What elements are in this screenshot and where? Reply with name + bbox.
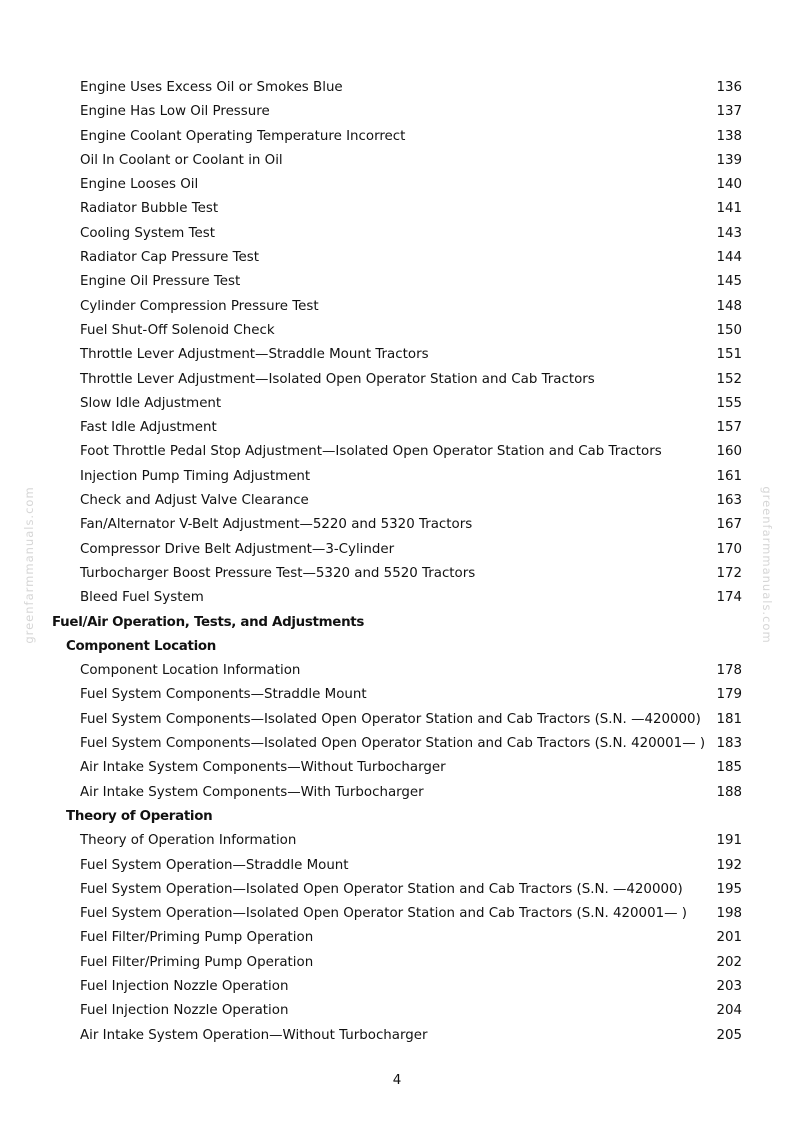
toc-entry-title: Foot Throttle Pedal Stop Adjustment—Isolated Open Operator Station and Cab Tractors <box>80 444 662 460</box>
toc-entry[interactable] <box>0 829 794 853</box>
toc-entry[interactable] <box>0 683 794 707</box>
toc-entry-page-number: 152 <box>716 371 742 387</box>
toc-entry-title: Throttle Lever Adjustment—Straddle Mount Tractors <box>80 347 429 363</box>
toc-entry[interactable] <box>0 951 794 975</box>
toc-entry-page-number: 174 <box>716 590 742 606</box>
toc-entry-page-number: 181 <box>716 711 742 727</box>
toc-entry-title: Radiator Cap Pressure Test <box>80 250 259 266</box>
toc-entry-page-number: 137 <box>716 104 742 120</box>
toc-entry[interactable] <box>0 440 794 464</box>
toc-entry[interactable] <box>0 538 794 562</box>
toc-entry-page-number: 150 <box>716 322 742 338</box>
toc-entry[interactable] <box>0 926 794 950</box>
toc-entry-title: Cylinder Compression Pressure Test <box>80 298 319 314</box>
toc-entry[interactable] <box>0 197 794 221</box>
toc-entry-title: Cooling System Test <box>80 225 215 241</box>
toc-entry-page-number: 192 <box>716 857 742 873</box>
toc-entry-page-number: 139 <box>716 152 742 168</box>
toc-subsection-heading <box>0 635 794 659</box>
toc-entry[interactable] <box>0 416 794 440</box>
toc-entry-title: Fuel Injection Nozzle Operation <box>80 978 289 994</box>
table-of-contents <box>0 76 794 1048</box>
toc-entry[interactable] <box>0 513 794 537</box>
watermark-left: greenfarmmanuals.com <box>22 486 36 644</box>
toc-entry-page-number: 172 <box>716 565 742 581</box>
toc-entry[interactable] <box>0 343 794 367</box>
toc-entry-title: Engine Has Low Oil Pressure <box>80 104 270 120</box>
toc-entry[interactable] <box>0 295 794 319</box>
toc-entry[interactable] <box>0 781 794 805</box>
toc-entry-page-number: 144 <box>716 250 742 266</box>
toc-entry-title: Engine Coolant Operating Temperature Incorrect <box>80 128 406 144</box>
toc-entry[interactable] <box>0 76 794 100</box>
toc-entry-title: Oil In Coolant or Coolant in Oil <box>80 152 283 168</box>
toc-entry-page-number: 198 <box>716 906 742 922</box>
toc-entry[interactable] <box>0 659 794 683</box>
toc-entry[interactable] <box>0 465 794 489</box>
toc-entry[interactable] <box>0 100 794 124</box>
toc-entry-title: Fuel System Operation—Isolated Open Operator Station and Cab Tractors (S.N. 420001— ) <box>80 906 687 922</box>
toc-entry-title: Fuel Shut-Off Solenoid Check <box>80 322 275 338</box>
toc-entry-page-number: 160 <box>716 444 742 460</box>
toc-entry-page-number: 141 <box>716 201 742 217</box>
toc-entry-title: Bleed Fuel System <box>80 590 204 606</box>
toc-subsection-heading <box>0 805 794 829</box>
toc-entry-page-number: 167 <box>716 517 742 533</box>
toc-entry[interactable] <box>0 999 794 1023</box>
toc-entry[interactable] <box>0 732 794 756</box>
toc-entry-title: Fuel Filter/Priming Pump Operation <box>80 954 314 970</box>
page-number: 4 <box>392 1073 402 1088</box>
toc-entry-page-number: 140 <box>716 177 742 193</box>
toc-entry[interactable] <box>0 392 794 416</box>
toc-entry-title: Fuel/Air Operation, Tests, and Adjustments <box>52 614 365 630</box>
toc-entry-title: Theory of Operation <box>66 808 213 824</box>
toc-entry-page-number: 179 <box>716 687 742 703</box>
toc-entry-page-number: 191 <box>716 833 742 849</box>
toc-entry[interactable] <box>0 562 794 586</box>
toc-entry[interactable] <box>0 222 794 246</box>
toc-entry-title: Check and Adjust Valve Clearance <box>80 493 309 509</box>
toc-entry[interactable] <box>0 149 794 173</box>
toc-entry[interactable] <box>0 854 794 878</box>
toc-entry[interactable] <box>0 1024 794 1048</box>
toc-entry[interactable] <box>0 975 794 999</box>
toc-entry-title: Throttle Lever Adjustment—Isolated Open Operator Station and Cab Tractors <box>80 371 595 387</box>
toc-entry[interactable] <box>0 246 794 270</box>
toc-entry-page-number: 203 <box>716 978 742 994</box>
toc-entry-page-number: 202 <box>716 954 742 970</box>
toc-entry-title: Engine Uses Excess Oil or Smokes Blue <box>80 80 343 95</box>
toc-entry-title: Slow Idle Adjustment <box>80 395 222 411</box>
toc-entry[interactable] <box>0 173 794 197</box>
toc-entry[interactable] <box>0 489 794 513</box>
toc-entry-page-number: 204 <box>716 1003 742 1019</box>
toc-entry-title: Fan/Alternator V-Belt Adjustment—5220 and 5320 Tractors <box>80 517 473 533</box>
toc-entry-title: Fuel System Components—Straddle Mount <box>80 687 367 703</box>
toc-entry[interactable] <box>0 270 794 294</box>
toc-entry-title: Fuel Filter/Priming Pump Operation <box>80 930 314 946</box>
toc-entry-page-number: 138 <box>716 128 742 144</box>
toc-entry-title: Engine Looses Oil <box>80 177 199 193</box>
toc-entry-title: Component Location <box>66 638 217 654</box>
toc-entry-title: Fuel System Components—Isolated Open Operator Station and Cab Tractors (S.N. 420001— ) <box>80 736 706 752</box>
toc-entry-page-number: 188 <box>716 784 742 800</box>
toc-entry-title: Engine Oil Pressure Test <box>80 274 241 290</box>
toc-entry-title: Fuel System Components—Isolated Open Operator Station and Cab Tractors (S.N. —420000) <box>80 711 701 727</box>
toc-entry-page-number: 157 <box>716 420 742 436</box>
toc-entry-page-number: 148 <box>716 298 742 314</box>
toc-entry-title: Air Intake System Operation—Without Turbocharger <box>80 1027 428 1043</box>
toc-entry[interactable] <box>0 708 794 732</box>
toc-entry-title: Fuel System Operation—Isolated Open Operator Station and Cab Tractors (S.N. —420000) <box>80 881 683 897</box>
toc-entry-page-number: 201 <box>716 930 742 946</box>
toc-entry-title: Air Intake System Components—Without Turbocharger <box>80 760 446 776</box>
watermark-right: greenfarmmanuals.com <box>760 486 774 644</box>
toc-entry-page-number: 205 <box>716 1027 742 1043</box>
toc-entry-page-number: 163 <box>716 493 742 509</box>
toc-entry-page-number: 136 <box>716 80 742 95</box>
toc-entry[interactable] <box>0 319 794 343</box>
toc-entry-page-number: 170 <box>716 541 742 557</box>
toc-entry[interactable] <box>0 586 794 610</box>
toc-entry-title: Fast Idle Adjustment <box>80 420 217 436</box>
toc-entry-title: Fuel System Operation—Straddle Mount <box>80 857 349 873</box>
toc-entry[interactable] <box>0 756 794 780</box>
toc-entry-page-number: 195 <box>716 881 742 897</box>
toc-entry-title: Fuel Injection Nozzle Operation <box>80 1003 289 1019</box>
toc-entry[interactable] <box>0 902 794 926</box>
toc-entry-title: Air Intake System Components—With Turbocharger <box>80 784 424 800</box>
toc-entry-title: Turbocharger Boost Pressure Test—5320 and 5520 Tractors <box>80 565 476 581</box>
toc-entry-page-number: 161 <box>716 468 742 484</box>
toc-entry-page-number: 143 <box>716 225 742 241</box>
toc-entry[interactable] <box>0 368 794 392</box>
toc-entry[interactable] <box>0 125 794 149</box>
toc-entry-page-number: 178 <box>716 663 742 679</box>
toc-entry-page-number: 155 <box>716 395 742 411</box>
toc-entry-page-number: 183 <box>716 736 742 752</box>
toc-entry-title: Theory of Operation Information <box>80 833 297 849</box>
toc-entry-page-number: 145 <box>716 274 742 290</box>
toc-entry-page-number: 151 <box>716 347 742 363</box>
toc-entry-page-number: 185 <box>716 760 742 776</box>
toc-section-heading <box>0 611 794 635</box>
toc-entry-title: Radiator Bubble Test <box>80 201 219 217</box>
toc-entry-title: Component Location Information <box>80 663 301 679</box>
toc-entry-title: Injection Pump Timing Adjustment <box>80 468 311 484</box>
toc-entry[interactable] <box>0 878 794 902</box>
toc-entry-title: Compressor Drive Belt Adjustment—3-Cylinder <box>80 541 395 557</box>
